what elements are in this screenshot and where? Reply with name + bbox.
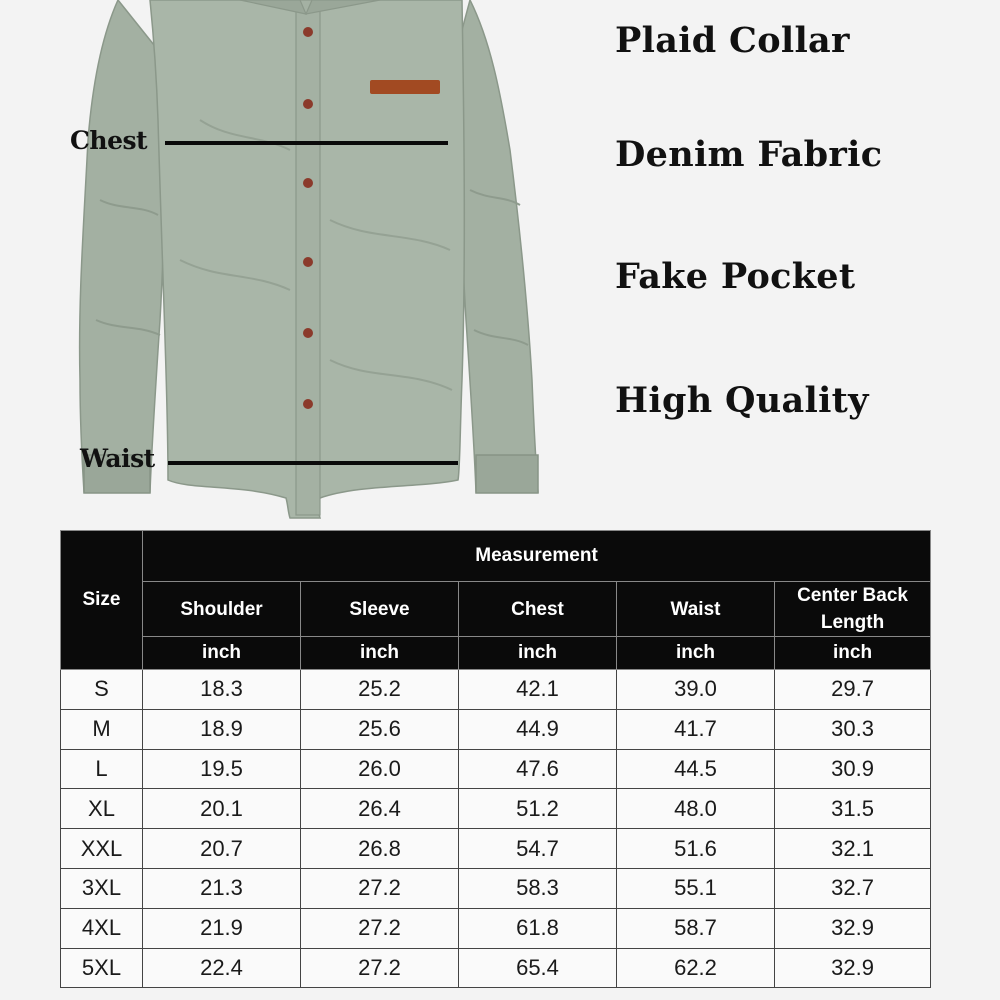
value-cell: 26.8 [301,829,459,869]
value-cell: 27.2 [301,948,459,988]
value-cell: 25.2 [301,670,459,710]
value-cell: 30.9 [775,749,931,789]
value-cell: 58.3 [459,868,617,908]
size-cell: 3XL [61,868,143,908]
table-row [61,749,931,789]
unit-label: inch [775,637,931,670]
value-cell: 21.9 [143,908,301,948]
value-cell: 54.7 [459,829,617,869]
value-cell: 62.2 [617,948,775,988]
column-header-waist: Waist [617,582,775,637]
value-cell: 61.8 [459,908,617,948]
value-cell: 27.2 [301,868,459,908]
feature-fake-pocket: Fake Pocket [615,256,856,297]
table-row [61,789,931,829]
value-cell: 20.1 [143,789,301,829]
value-cell: 19.5 [143,749,301,789]
column-header-sleeve: Sleeve [301,582,459,637]
value-cell: 32.1 [775,829,931,869]
value-cell: 39.0 [617,670,775,710]
size-cell: XXL [61,829,143,869]
size-cell: 5XL [61,948,143,988]
measurement-group-header: Measurement [143,531,931,582]
size-cell: M [61,709,143,749]
value-cell: 22.4 [143,948,301,988]
table-row [61,868,931,908]
value-cell: 58.7 [617,908,775,948]
value-cell: 48.0 [617,789,775,829]
value-cell: 41.7 [617,709,775,749]
size-cell: S [61,670,143,710]
value-cell: 25.6 [301,709,459,749]
table-row [61,709,931,749]
value-cell: 21.3 [143,868,301,908]
value-cell: 29.7 [775,670,931,710]
value-cell: 44.9 [459,709,617,749]
value-cell: 26.0 [301,749,459,789]
value-cell: 32.9 [775,948,931,988]
value-cell: 20.7 [143,829,301,869]
waist-measure-label: Waist [80,444,155,473]
value-cell: 32.7 [775,868,931,908]
feature-high-quality: High Quality [615,380,869,421]
value-cell: 18.3 [143,670,301,710]
value-cell: 55.1 [617,868,775,908]
column-header-center-back-length: Center Back Length [775,582,931,637]
size-cell: L [61,749,143,789]
value-cell: 31.5 [775,789,931,829]
unit-label: inch [301,637,459,670]
chest-measure-label: Chest [70,126,148,155]
value-cell: 30.3 [775,709,931,749]
size-cell: 4XL [61,908,143,948]
feature-plaid-collar: Plaid Collar [615,20,850,61]
value-cell: 51.2 [459,789,617,829]
value-cell: 42.1 [459,670,617,710]
size-chart-table [60,530,931,988]
value-cell: 44.5 [617,749,775,789]
feature-denim-fabric: Denim Fabric [615,134,883,175]
unit-label: inch [143,637,301,670]
column-header-shoulder: Shoulder [143,582,301,637]
column-header-chest: Chest [459,582,617,637]
value-cell: 32.9 [775,908,931,948]
table-row [61,908,931,948]
table-row [61,829,931,869]
table-row [61,670,931,710]
size-column-header: Size [61,531,143,670]
value-cell: 51.6 [617,829,775,869]
size-cell: XL [61,789,143,829]
value-cell: 47.6 [459,749,617,789]
value-cell: 26.4 [301,789,459,829]
value-cell: 65.4 [459,948,617,988]
unit-label: inch [617,637,775,670]
unit-label: inch [459,637,617,670]
value-cell: 18.9 [143,709,301,749]
table-row [61,948,931,988]
value-cell: 27.2 [301,908,459,948]
